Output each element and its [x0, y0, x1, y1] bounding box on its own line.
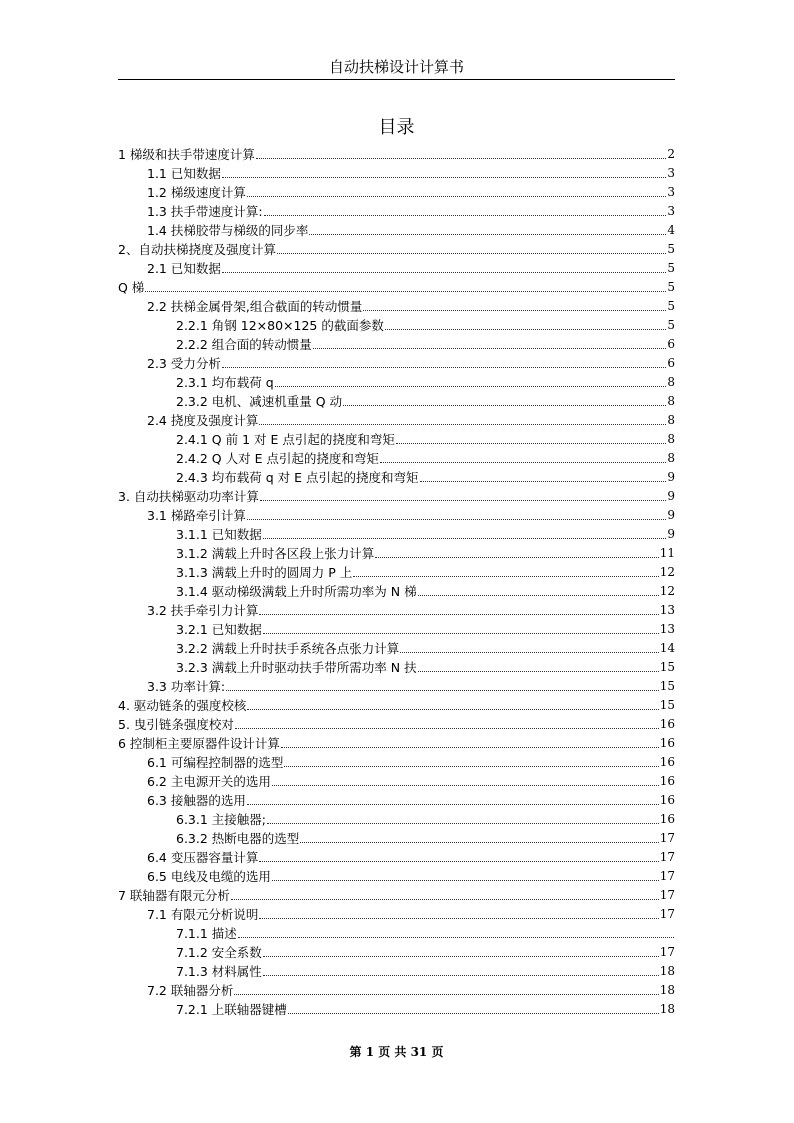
- toc-entry[interactable]: [118, 219, 675, 238]
- toc-entry-page: 13: [659, 622, 675, 636]
- toc-dot-leader: [226, 690, 659, 691]
- toc-entry-page: 9: [667, 527, 675, 541]
- toc-entry-title: 7.1 有限元分析说明: [147, 907, 259, 922]
- toc-entry-page: 16: [659, 774, 675, 788]
- toc-entry[interactable]: [118, 542, 675, 561]
- toc-entry-page: 14: [659, 641, 675, 655]
- toc-entry[interactable]: [118, 827, 675, 846]
- toc-entry-title: 7.1.3 材料属性: [176, 964, 262, 979]
- toc-entry[interactable]: [118, 998, 675, 1017]
- toc-dot-leader: [275, 386, 667, 387]
- toc-dot-leader: [267, 823, 659, 824]
- toc-entry-title: 7.1.2 安全系数: [176, 945, 262, 960]
- toc-dot-leader: [231, 899, 659, 900]
- toc-entry-title: 3.2.3 满载上升时驱动扶手带所需功率 N 扶: [176, 660, 417, 675]
- toc-dot-leader: [263, 538, 667, 539]
- toc-entry[interactable]: [118, 143, 675, 162]
- toc-dot-leader: [259, 614, 658, 615]
- toc-dot-leader: [234, 994, 658, 995]
- toc-dot-leader: [259, 424, 666, 425]
- toc-entry[interactable]: [118, 713, 675, 732]
- toc-entry[interactable]: [118, 922, 675, 941]
- toc-entry-page: 5: [667, 261, 675, 275]
- toc-entry[interactable]: [118, 618, 675, 637]
- toc-entry-page: 9: [667, 508, 675, 522]
- toc-entry-title: 7 联轴器有限元分析: [118, 888, 230, 903]
- toc-entry-title: 3.1.1 已知数据: [176, 527, 262, 542]
- toc-entry-title: 2.2 扶梯金属骨架,组合截面的转动惯量: [147, 299, 363, 314]
- toc-entry-page: 16: [659, 812, 675, 826]
- toc-entry-page: 5: [667, 280, 675, 294]
- toc-entry[interactable]: [118, 181, 675, 200]
- toc-entry-title: 6.2 主电源开关的选用: [147, 774, 271, 789]
- toc-entry-page: 16: [659, 793, 675, 807]
- toc-dot-leader: [396, 443, 667, 444]
- toc-entry-title: 1 梯级和扶手带速度计算: [118, 147, 255, 162]
- toc-entry[interactable]: [118, 751, 675, 770]
- toc-entry-page: 5: [667, 242, 675, 256]
- toc-entry-title: 3.2.1 已知数据: [176, 622, 262, 637]
- toc-entry-title: 6.5 电线及电缆的选用: [147, 869, 271, 884]
- toc-entry[interactable]: [118, 523, 675, 542]
- toc-entry-page: 8: [667, 432, 675, 446]
- toc-dot-leader: [247, 519, 667, 520]
- header-rule: [118, 79, 675, 80]
- toc-entry[interactable]: [118, 732, 675, 751]
- toc-dot-leader: [353, 576, 658, 577]
- toc-dot-leader: [272, 880, 659, 881]
- toc-entry-title: 3.3 功率计算:: [147, 679, 226, 694]
- toc-entry-page: 18: [659, 983, 675, 997]
- toc-entry-title: 1.4 扶梯胶带与梯级的同步率: [147, 223, 309, 238]
- toc-entry-page: 6: [667, 337, 675, 351]
- toc-entry-title: 6.1 可编程控制器的选型: [147, 755, 284, 770]
- toc-dot-leader: [309, 234, 666, 235]
- toc-entry-title: 2.2.1 角钢 12×80×125 的截面参数: [176, 318, 384, 333]
- toc-dot-leader: [380, 462, 666, 463]
- running-header: 自动扶梯设计计算书: [328, 58, 464, 76]
- toc-entry-title: 3.2.2 满载上升时扶手系统各点张力计算: [176, 641, 400, 656]
- toc-entry-title: 2.2.2 组合面的转动惯量: [176, 337, 312, 352]
- toc-entry[interactable]: [118, 238, 675, 257]
- toc-entry-page: 17: [659, 888, 675, 902]
- toc-entry-page: 9: [667, 489, 675, 503]
- toc-dot-leader: [235, 728, 659, 729]
- toc-title: 目录: [378, 117, 415, 138]
- toc-dot-leader: [363, 310, 666, 311]
- toc-entry[interactable]: [118, 162, 675, 181]
- toc-entry-page: 2: [667, 147, 675, 161]
- toc-entry[interactable]: [118, 694, 675, 713]
- toc-entry-title: 3.1.2 满载上升时各区段上张力计算: [176, 546, 375, 561]
- toc-dot-leader: [313, 348, 667, 349]
- toc-entry-title: 7.1.1 描述: [176, 926, 237, 941]
- toc-dot-leader: [260, 500, 666, 501]
- toc-dot-leader: [418, 671, 659, 672]
- toc-entry-page: 18: [659, 964, 675, 978]
- toc-entry-title: 2.4.2 Q 人对 E 点引起的挠度和弯矩: [176, 451, 379, 466]
- toc-entry-title: 6 控制柜主要原器件设计计算: [118, 736, 280, 751]
- toc-entry[interactable]: [118, 770, 675, 789]
- toc-entry[interactable]: [118, 314, 675, 333]
- toc-dot-leader: [263, 956, 659, 957]
- toc-entry-title: 2.4.3 均布载荷 q 对 E 点引起的挠度和弯矩: [176, 470, 419, 485]
- toc-dot-leader: [247, 196, 667, 197]
- toc-dot-leader: [264, 215, 667, 216]
- toc-dot-leader: [385, 329, 667, 330]
- toc-dot-leader: [263, 975, 659, 976]
- toc-dot-leader: [300, 842, 658, 843]
- toc-dot-leader: [284, 766, 658, 767]
- toc-entry-page: 17: [659, 831, 675, 845]
- toc-entry-title: 6.3 接触器的选用: [147, 793, 246, 808]
- toc-entry[interactable]: [118, 979, 675, 998]
- toc-dot-leader: [222, 177, 667, 178]
- toc-entry[interactable]: [118, 295, 675, 314]
- toc-entry-page: 3: [667, 185, 675, 199]
- toc-entry-page: 17: [659, 907, 675, 921]
- toc-entry-title: 6.3.1 主接触器;: [176, 812, 266, 827]
- toc-entry[interactable]: [118, 941, 675, 960]
- toc-dot-leader: [400, 652, 658, 653]
- toc-entry-page: 8: [667, 451, 675, 465]
- toc-entry-page: 8: [667, 375, 675, 389]
- toc-entry-page: 5: [667, 318, 675, 332]
- toc-dot-leader: [263, 633, 659, 634]
- toc-entry[interactable]: [118, 276, 675, 295]
- toc-dot-leader: [259, 861, 658, 862]
- toc-entry-title: 1.2 梯级速度计算: [147, 185, 246, 200]
- toc-dot-leader: [343, 405, 666, 406]
- toc-entry-title: 5. 曳引链条强度校对: [118, 717, 234, 732]
- toc-entry-page: 16: [659, 755, 675, 769]
- toc-dot-leader: [145, 291, 666, 292]
- toc-entry[interactable]: [118, 466, 675, 485]
- toc-dot-leader: [272, 785, 659, 786]
- toc-entry-page: 16: [659, 717, 675, 731]
- toc-entry-page: 11: [659, 546, 675, 560]
- toc-entry-title: 1.3 扶手带速度计算:: [147, 204, 263, 219]
- toc-entry[interactable]: [118, 257, 675, 276]
- toc-entry-page: 3: [667, 166, 675, 180]
- toc-entry-page: 16: [659, 736, 675, 750]
- toc-dot-leader: [256, 158, 666, 159]
- toc-entry-title: 6.3.2 热断电器的选型: [176, 831, 300, 846]
- toc-entry-page: 8: [667, 413, 675, 427]
- toc-entry-page: 12: [659, 565, 675, 579]
- toc-entry-page: 15: [659, 679, 675, 693]
- toc-entry[interactable]: [118, 409, 675, 428]
- toc-entry[interactable]: [118, 371, 675, 390]
- toc-dot-leader: [238, 937, 674, 938]
- toc-entry-title: 2.1 已知数据: [147, 261, 221, 276]
- toc-entry[interactable]: [118, 808, 675, 827]
- toc-dot-leader: [277, 253, 666, 254]
- toc-dot-leader: [247, 709, 658, 710]
- toc-entry[interactable]: [118, 884, 675, 903]
- toc-dot-leader: [222, 367, 667, 368]
- toc-entry-title: 4. 驱动链条的强度校核: [118, 698, 247, 713]
- toc-entry-title: 3.1.4 驱动梯级满载上升时所需功率为 N 梯: [176, 584, 417, 599]
- toc-dot-leader: [281, 747, 659, 748]
- toc-entry[interactable]: [118, 390, 675, 409]
- toc-entry[interactable]: [118, 599, 675, 618]
- toc-dot-leader: [288, 1013, 659, 1014]
- toc-entry-page: 8: [667, 394, 675, 408]
- toc-entry-title: 7.2 联轴器分析: [147, 983, 234, 998]
- toc-entry-title: 1.1 已知数据: [147, 166, 221, 181]
- toc-entry[interactable]: [118, 561, 675, 580]
- toc-entry-page: 5: [667, 299, 675, 313]
- toc-entry-title: 6.4 变压器容量计算: [147, 850, 259, 865]
- toc-entry[interactable]: [118, 504, 675, 523]
- toc-dot-leader: [247, 804, 659, 805]
- toc-entry[interactable]: [118, 428, 675, 447]
- toc-entry[interactable]: [118, 580, 675, 599]
- toc-entry-page: 6: [667, 356, 675, 370]
- toc-entry-title: 2.4.1 Q 前 1 对 E 点引起的挠度和弯矩: [176, 432, 395, 447]
- toc-entry[interactable]: [118, 656, 675, 675]
- toc-entry[interactable]: [118, 846, 675, 865]
- toc-entry-title: 2.4 挠度及强度计算: [147, 413, 259, 428]
- toc-entry-page: 12: [659, 584, 675, 598]
- page-footer: 第 1 页 共 31 页: [349, 1045, 444, 1059]
- toc-entry-title: 2、自动扶梯挠度及强度计算: [118, 242, 276, 257]
- toc-entry-title: 2.3.2 电机、减速机重量 Q 动: [176, 394, 343, 409]
- toc-entry-page: 17: [659, 850, 675, 864]
- toc-entry-page: 15: [659, 698, 675, 712]
- toc-entry[interactable]: [118, 352, 675, 371]
- toc-entry-title: 3. 自动扶梯驱动功率计算: [118, 489, 259, 504]
- toc-entry-page: 15: [659, 660, 675, 674]
- toc-entry[interactable]: [118, 675, 675, 694]
- toc-entry[interactable]: [118, 200, 675, 219]
- toc-entry-title: 3.1 梯路牵引计算: [147, 508, 246, 523]
- toc-entry-page: 9: [667, 470, 675, 484]
- toc-entry[interactable]: [118, 333, 675, 352]
- toc-entry-title: 2.3.1 均布载荷 q: [176, 375, 274, 390]
- toc-entry-title: 7.2.1 上联轴器键槽: [176, 1002, 287, 1017]
- toc-dot-leader: [259, 918, 658, 919]
- toc-entry-title: Q 梯: [118, 280, 145, 295]
- toc-entry-page: 4: [667, 223, 675, 237]
- toc-entry[interactable]: [118, 485, 675, 504]
- toc-entry-title: 2.3 受力分析: [147, 356, 221, 371]
- toc-entry[interactable]: [118, 447, 675, 466]
- toc-entry[interactable]: [118, 865, 675, 884]
- toc-entry-page: 18: [659, 1002, 675, 1016]
- table-of-contents: [118, 143, 675, 1017]
- toc-entry-page: 17: [659, 945, 675, 959]
- toc-entry-title: 3.1.3 满载上升时的圆周力 P 上: [176, 565, 353, 580]
- toc-entry-page: 13: [659, 603, 675, 617]
- toc-entry[interactable]: [118, 789, 675, 808]
- toc-dot-leader: [222, 272, 667, 273]
- toc-entry[interactable]: [118, 903, 675, 922]
- toc-entry-title: 3.2 扶手牵引力计算: [147, 603, 259, 618]
- toc-entry[interactable]: [118, 637, 675, 656]
- toc-dot-leader: [418, 595, 659, 596]
- toc-entry-page: 3: [667, 204, 675, 218]
- toc-entry[interactable]: [118, 960, 675, 979]
- toc-entry-page: 17: [659, 869, 675, 883]
- toc-dot-leader: [375, 557, 658, 558]
- toc-dot-leader: [420, 481, 667, 482]
